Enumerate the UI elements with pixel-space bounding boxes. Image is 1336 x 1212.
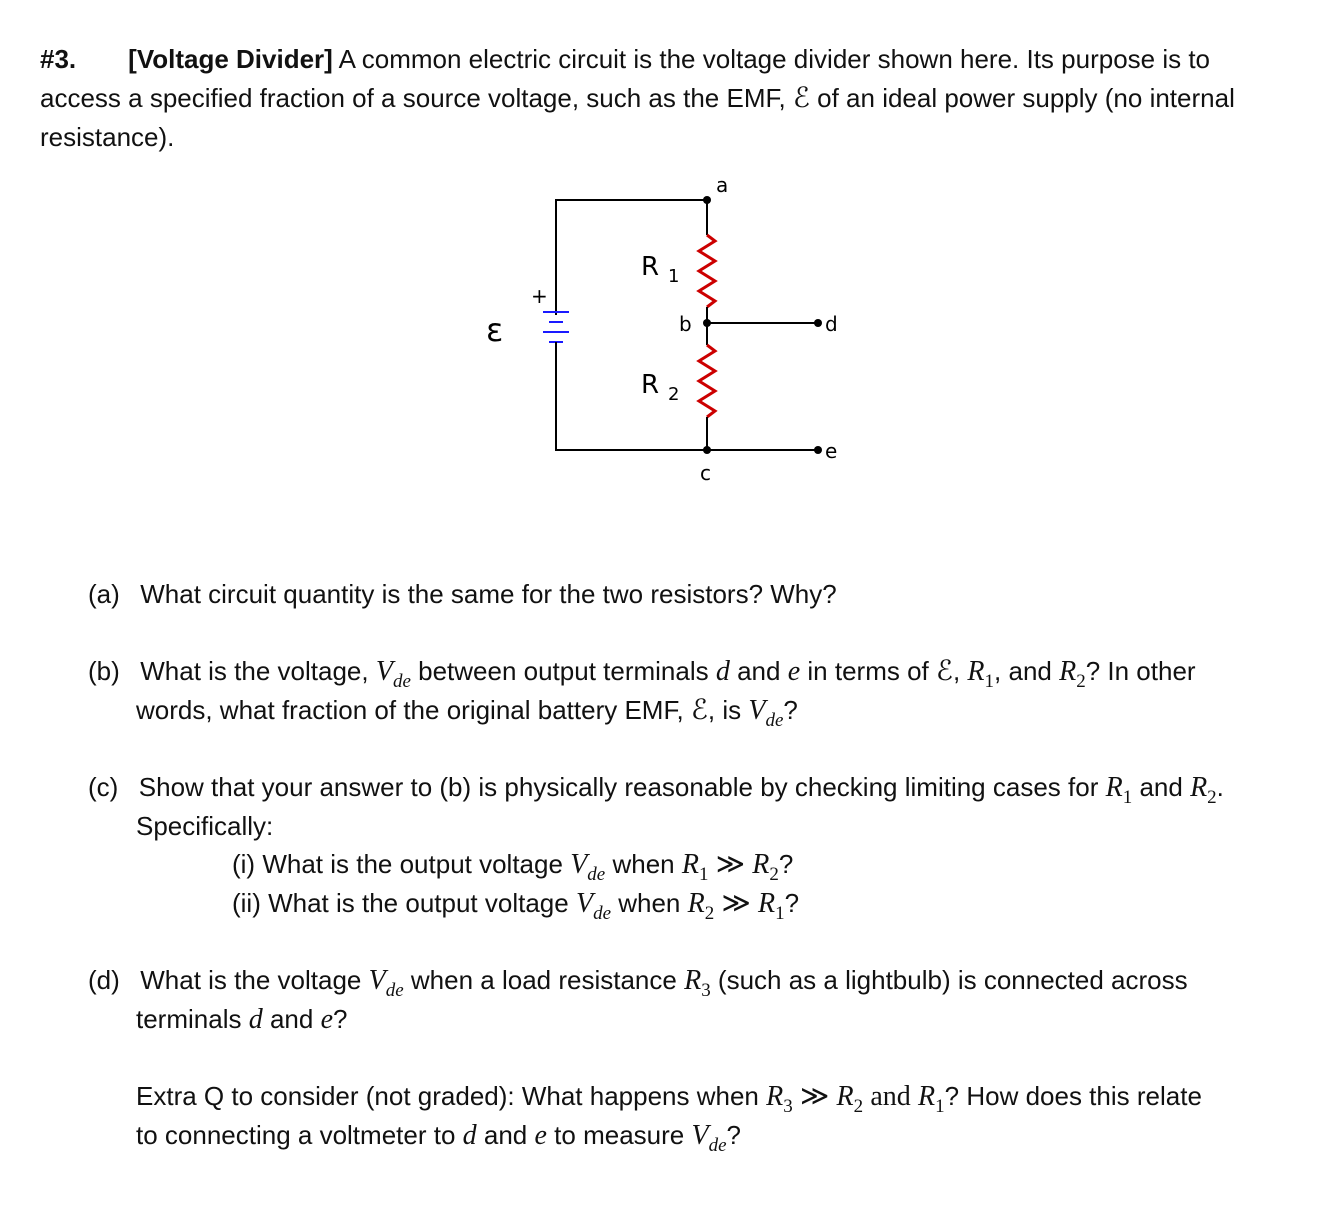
symbol-d: d bbox=[462, 1120, 477, 1151]
question-c-t3: . bbox=[1216, 772, 1224, 802]
node-a-dot bbox=[703, 196, 711, 204]
question-b-t3: and bbox=[737, 656, 781, 686]
question-b-label: (b) bbox=[88, 656, 120, 686]
symbol-V: V bbox=[575, 888, 594, 919]
symbol-V: V bbox=[375, 656, 393, 687]
symbol-de: de bbox=[392, 671, 411, 692]
extra-t6: ? bbox=[726, 1120, 741, 1150]
extra-t3: to connecting a voltmeter to bbox=[136, 1120, 456, 1150]
question-b-t5: , bbox=[952, 656, 961, 686]
node-d-label: d bbox=[825, 312, 838, 336]
emf-symbol: ℰ bbox=[690, 695, 708, 726]
symbol-much-greater: ≫ bbox=[799, 1081, 830, 1112]
node-c-label: c bbox=[700, 461, 711, 485]
question-c-ii3: ? bbox=[784, 888, 800, 918]
question-c-t1: Show that your answer to (b) is physically reasonable by checking limiting cases for bbox=[138, 772, 1099, 802]
question-a-label: (a) bbox=[88, 579, 120, 609]
symbol-R: R bbox=[681, 849, 699, 880]
question-d-t3: (such as a lightbulb) is connected across bbox=[717, 965, 1188, 995]
symbol-sub-3: 3 bbox=[701, 980, 711, 1001]
symbol-R: R bbox=[766, 1081, 784, 1112]
problem-heading-line bbox=[40, 40, 1210, 79]
symbol-and: and bbox=[870, 1081, 911, 1112]
question-b-t2: between output terminals bbox=[418, 656, 709, 686]
emf-symbol: ℰ bbox=[792, 83, 810, 114]
intro-line-2 bbox=[40, 79, 1235, 118]
symbol-R: R bbox=[836, 1081, 854, 1112]
problem-number: #3. bbox=[40, 44, 77, 74]
node-a-label: a bbox=[716, 173, 729, 197]
intro-text-1: A common electric circuit is the voltage divider shown here. Its purpose is to bbox=[338, 44, 1211, 74]
extra-t1: Extra Q to consider (not graded): What happens when bbox=[136, 1081, 759, 1111]
symbol-sub-2: 2 bbox=[704, 903, 715, 924]
battery-plus-sign: + bbox=[531, 284, 548, 308]
question-d-label: (d) bbox=[88, 965, 120, 995]
question-c-line-2 bbox=[136, 807, 273, 846]
r2-label-letter: R bbox=[641, 370, 660, 400]
symbol-V: V bbox=[691, 1120, 709, 1151]
question-d-line-1 bbox=[88, 961, 1188, 1003]
question-d-t5: and bbox=[269, 1004, 314, 1034]
symbol-R: R bbox=[752, 849, 770, 880]
voltage-divider-circuit bbox=[470, 165, 850, 495]
question-c-ii1: (ii) What is the output voltage bbox=[232, 888, 569, 918]
question-a-text: What circuit quantity is the same for the two resistors? Why? bbox=[140, 579, 837, 609]
extra-t2: ? How does this relate bbox=[944, 1081, 1202, 1111]
r2-label-sub: 2 bbox=[668, 384, 680, 405]
symbol-sub-3: 3 bbox=[783, 1096, 793, 1117]
question-b-line-1 bbox=[88, 652, 1196, 694]
symbol-de: de bbox=[385, 980, 404, 1001]
symbol-d: d bbox=[248, 1004, 263, 1035]
question-c-ii2: when bbox=[618, 888, 681, 918]
symbol-sub-2: 2 bbox=[769, 864, 779, 885]
symbol-de: de bbox=[587, 864, 606, 885]
top-wire bbox=[556, 200, 707, 315]
question-c-i3: ? bbox=[778, 849, 794, 879]
question-b-t9: , is bbox=[707, 695, 742, 725]
question-c-label: (c) bbox=[88, 772, 119, 802]
question-c-i2: when bbox=[612, 849, 675, 879]
intro-line-3 bbox=[40, 118, 174, 157]
symbol-sub-2: 2 bbox=[1076, 671, 1086, 692]
extra-line-2 bbox=[136, 1116, 741, 1158]
extra-line-1 bbox=[136, 1077, 1202, 1119]
node-d-dot bbox=[814, 319, 822, 327]
question-b-t8: words, what fraction of the original battery EMF, bbox=[136, 695, 684, 725]
question-b-t4: in terms of bbox=[807, 656, 929, 686]
r1-label-sub: 1 bbox=[668, 266, 680, 287]
symbol-de: de bbox=[765, 710, 784, 731]
symbol-R: R bbox=[967, 656, 985, 687]
intro-text-3: resistance). bbox=[40, 122, 175, 152]
symbol-sub-1: 1 bbox=[984, 671, 995, 692]
resistor-r2 bbox=[699, 345, 715, 417]
question-c-t4: Specifically: bbox=[136, 811, 274, 841]
symbol-sub-1: 1 bbox=[1122, 787, 1133, 808]
node-c-dot bbox=[703, 446, 711, 454]
symbol-de: de bbox=[708, 1135, 727, 1156]
node-b-dot bbox=[703, 319, 711, 327]
symbol-R: R bbox=[918, 1081, 936, 1112]
question-d-t6: ? bbox=[333, 1004, 348, 1034]
symbol-R: R bbox=[1105, 772, 1123, 803]
question-b-line-2 bbox=[136, 691, 798, 733]
intro-text-2b: of an ideal power supply (no internal bbox=[817, 83, 1235, 113]
question-c-ii bbox=[232, 884, 799, 926]
question-d-t1: What is the voltage bbox=[140, 965, 362, 995]
symbol-V: V bbox=[570, 849, 588, 880]
question-d-t2: when a load resistance bbox=[410, 965, 677, 995]
symbol-e: e bbox=[787, 656, 801, 687]
node-e-dot bbox=[814, 446, 822, 454]
symbol-de: de bbox=[593, 903, 611, 924]
question-b-t10: ? bbox=[783, 695, 798, 725]
extra-t5: to measure bbox=[554, 1120, 685, 1150]
question-b-t7: ? In other bbox=[1085, 656, 1196, 686]
symbol-R: R bbox=[684, 965, 702, 996]
emf-symbol: ℰ bbox=[936, 656, 953, 687]
emf-label: ε bbox=[486, 311, 504, 349]
symbol-sub-1: 1 bbox=[935, 1096, 945, 1117]
symbol-sub-1: 1 bbox=[698, 864, 709, 885]
symbol-e: e bbox=[534, 1120, 547, 1151]
symbol-e: e bbox=[320, 1004, 334, 1035]
extra-t4: and bbox=[483, 1120, 528, 1150]
question-b-t1: What is the voltage, bbox=[140, 656, 369, 686]
symbol-sub-1: 1 bbox=[775, 903, 785, 924]
symbol-much-greater: ≫ bbox=[715, 849, 746, 880]
node-b-label: b bbox=[679, 312, 692, 336]
bottom-wire bbox=[556, 345, 707, 450]
symbol-much-greater: ≫ bbox=[721, 888, 751, 919]
symbol-R: R bbox=[687, 888, 705, 919]
node-e-label: e bbox=[825, 439, 838, 463]
symbol-R: R bbox=[1059, 656, 1077, 687]
problem-title: [Voltage Divider] bbox=[128, 44, 333, 74]
question-c-line-1 bbox=[88, 768, 1224, 810]
symbol-V: V bbox=[748, 695, 766, 726]
symbol-V: V bbox=[368, 965, 386, 996]
symbol-sub-2: 2 bbox=[853, 1096, 864, 1117]
question-c-t2: and bbox=[1139, 772, 1183, 802]
symbol-R: R bbox=[758, 888, 776, 919]
question-d-line-2 bbox=[136, 1000, 347, 1039]
question-a bbox=[88, 575, 837, 614]
r1-label-letter: R bbox=[641, 252, 660, 282]
resistor-r1 bbox=[699, 235, 715, 307]
symbol-d: d bbox=[715, 656, 730, 687]
question-c-i1: (i) What is the output voltage bbox=[232, 849, 563, 879]
symbol-sub-2: 2 bbox=[1207, 787, 1217, 808]
intro-text-2: access a specified fraction of a source voltage, such as the EMF, bbox=[40, 83, 786, 113]
question-d-t4: terminals bbox=[136, 1004, 242, 1034]
symbol-R: R bbox=[1190, 772, 1208, 803]
question-b-t6: , and bbox=[994, 656, 1052, 686]
question-c-i bbox=[232, 845, 793, 887]
